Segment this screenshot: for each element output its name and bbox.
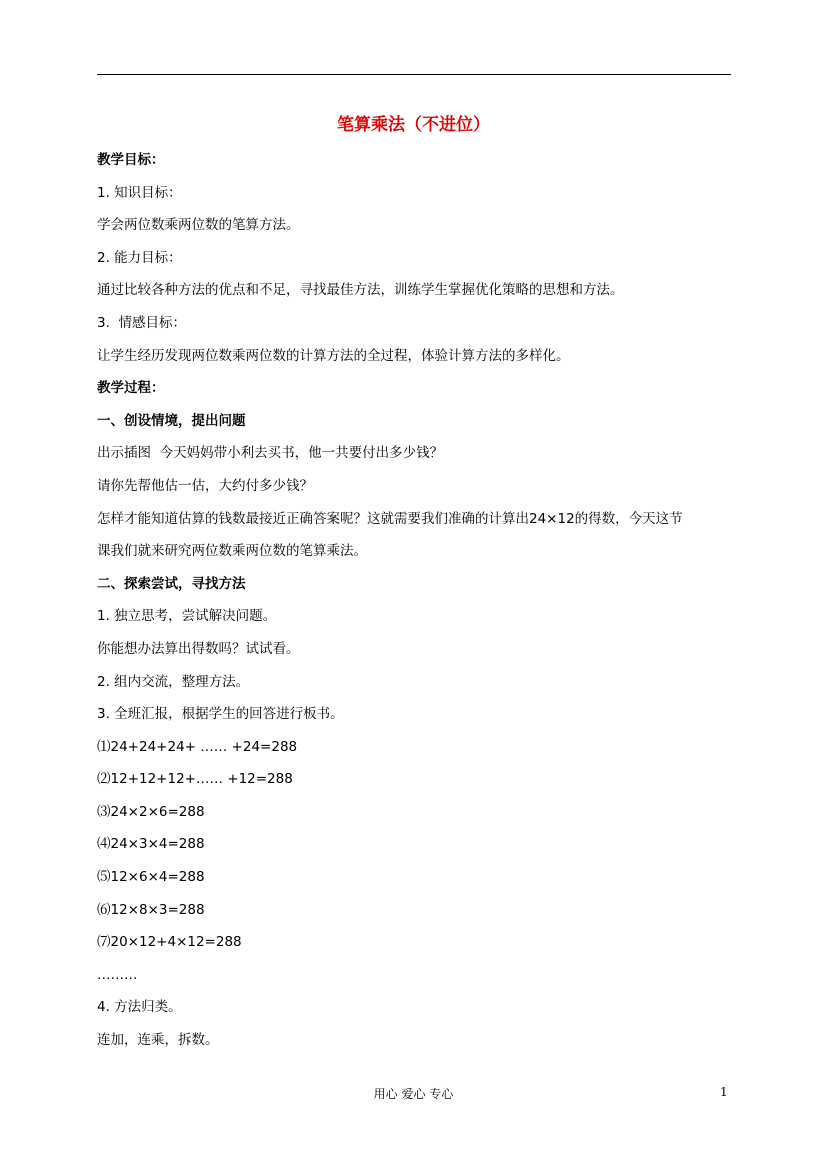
text-line: 4. 方法归类。	[97, 999, 182, 1016]
section-heading: 二、探索尝试，寻找方法	[97, 575, 246, 592]
text-line: 怎样才能知道估算的钱数最接近正确答案呢？这就需要我们准确的计算出24×12的得数，今天这节	[97, 510, 683, 527]
page-footer: 用心 爱心 专心	[373, 1087, 454, 1101]
text-line: ………	[97, 966, 138, 983]
text-line: 1. 知识目标：	[97, 184, 182, 201]
text-line: ⑴24+24+24+ …… +24=288	[97, 738, 298, 755]
text-line: 通过比较各种方法的优点和不足，寻找最佳方法，训练学生掌握优化策略的思想和方法。	[97, 282, 624, 299]
text-line: ⑸12×6×4=288	[97, 869, 205, 886]
text-line: 3. 全班汇报，根据学生的回答进行板书。	[97, 706, 344, 723]
text-line: 2. 能力目标：	[97, 249, 182, 266]
section-heading: 一、创设情境，提出问题	[97, 412, 246, 429]
text-line: ⑹12×8×3=288	[97, 901, 205, 918]
text-line: 课我们就来研究两位数乘两位数的笔算乘法。	[97, 543, 367, 560]
text-line: 你能想办法算出得数吗？试试看。	[97, 640, 300, 657]
text-line: ⑷24×3×4=288	[97, 836, 205, 853]
text-line: 让学生经历发现两位数乘两位数的计算方法的全过程，体验计算方法的多样化。	[97, 347, 570, 364]
page-number: 1	[720, 1085, 728, 1099]
text-line: 连加，连乘，拆数。	[97, 1032, 219, 1049]
text-line: ⑵12+12+12+…… +12=288	[97, 771, 293, 788]
text-line: 学会两位数乘两位数的笔算方法。	[97, 217, 300, 234]
text-line: 请你先帮他估一估，大约付多少钱？	[97, 477, 313, 494]
header-rule	[97, 74, 731, 75]
document-title: 笔算乘法（不进位）	[337, 115, 490, 135]
text-line: 3. 情感目标：	[97, 314, 186, 331]
text-line: 出示插图 今天妈妈带小利去买书，他一共要付出多少钱？	[97, 445, 444, 462]
section-heading: 教学过程：	[97, 380, 165, 397]
section-heading: 教学目标：	[97, 152, 165, 168]
text-line: 2. 组内交流，整理方法。	[97, 673, 250, 690]
text-line: ⑺20×12+4×12=288	[97, 934, 242, 951]
text-line: ⑶24×2×6=288	[97, 803, 205, 820]
document-body	[97, 144, 737, 1057]
text-line: 1. 独立思考，尝试解决问题。	[97, 608, 277, 625]
